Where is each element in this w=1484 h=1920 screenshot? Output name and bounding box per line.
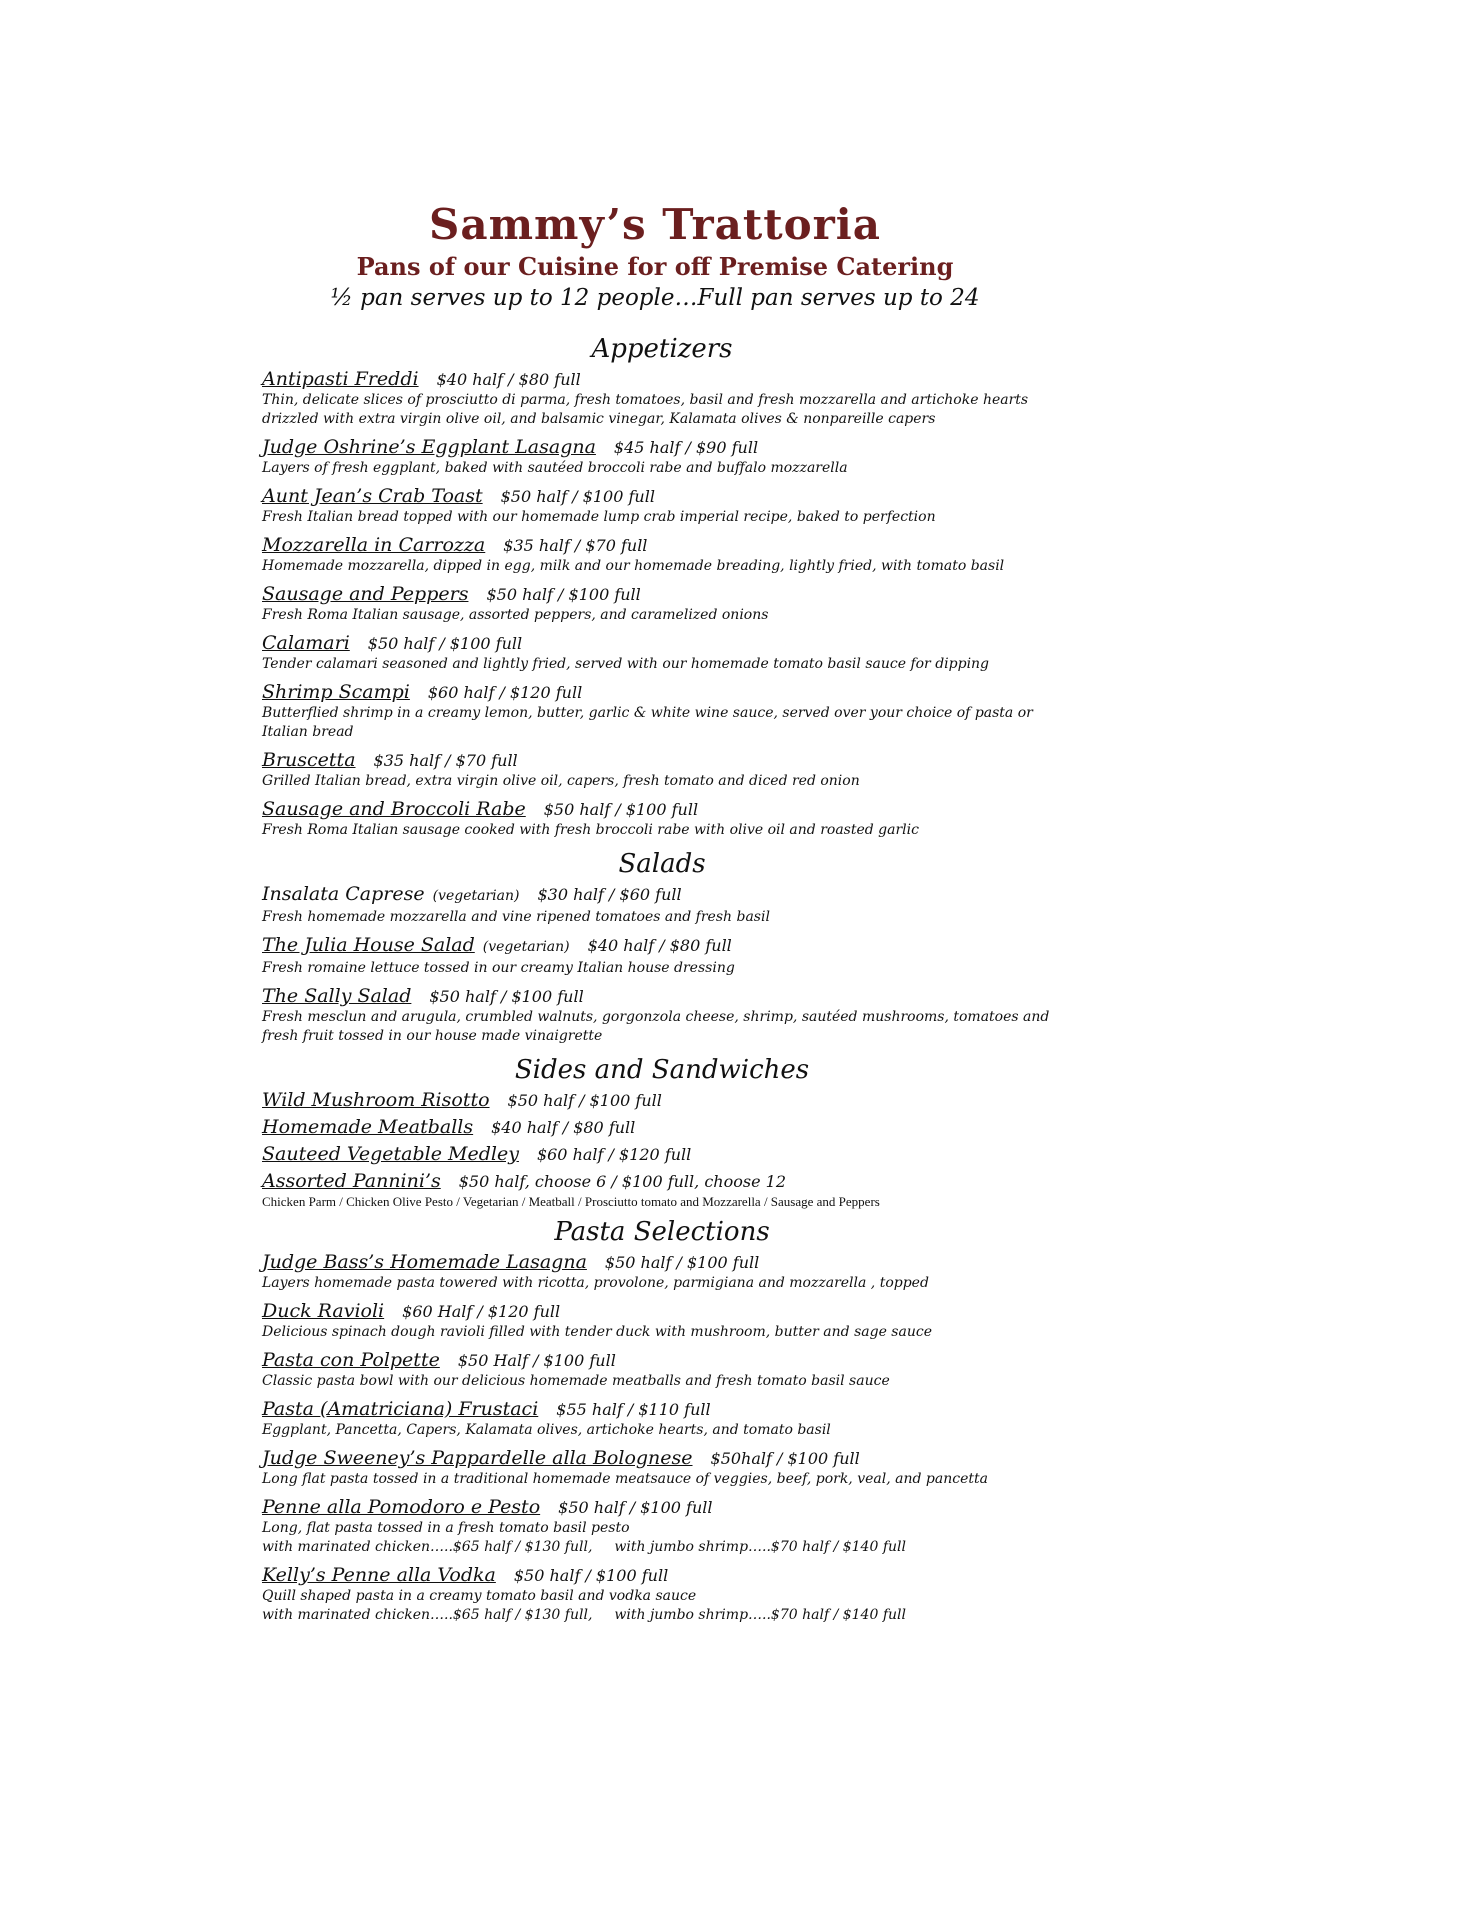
menu-item-name: Homemade Meatballs	[262, 1116, 474, 1138]
menu-item-description: Delicious spinach dough ravioli filled with tender duck with mushroom, butter and sage sauce	[262, 1324, 932, 1340]
menu-item-tag: (vegetarian)	[482, 939, 570, 955]
menu-item-price: $30 half / $60 full	[537, 885, 682, 904]
menu-section-salads	[262, 847, 1062, 1046]
menu-item-name: Duck Ravioli	[262, 1300, 385, 1322]
menu-item-description: Thin, delicate slices of prosciutto di parma, fresh tomatoes, basil and fresh mozzarella and artichoke hearts drizzled with extra virgin olive oil, and balsamic vinegar, Kalamata olives & nonpareille capers	[262, 392, 1029, 427]
restaurant-title: Sammy’s Trattoria	[429, 200, 881, 249]
menu-item-price: $50 half / $100 full	[513, 1566, 669, 1585]
menu-item-description: Classic pasta bowl with our delicious homemade meatballs and fresh tomato basil sauce	[262, 1373, 890, 1389]
catering-subtitle: Pans of our Cuisine for off Premise Catering	[356, 252, 954, 281]
menu-item-name: Judge Oshrine’s Eggplant Lasagna	[262, 436, 596, 458]
menu-item-addons	[262, 1538, 1062, 1557]
menu-item-name: Penne alla Pomodoro e Pesto	[262, 1496, 541, 1518]
menu-item-line	[262, 1251, 1062, 1274]
addon-shrimp: with jumbo shrimp…..$70 half / $140 full	[614, 1539, 906, 1555]
menu-item-price: $50 half / $100 full	[558, 1498, 713, 1517]
menu-item-description: Layers homemade pasta towered with ricotta, provolone, parmigiana and mozzarella , topped	[262, 1275, 929, 1291]
menu-item-price: $40 half / $80 full	[587, 936, 732, 955]
menu-item	[262, 436, 1062, 478]
menu-item-addons	[262, 1606, 1062, 1625]
menu-item-price: $50 half, choose 6 / $100 full, choose 12	[458, 1172, 786, 1191]
menu-item-name: Sausage and Broccoli Rabe	[262, 798, 526, 820]
menu-item-description: Layers of fresh eggplant, baked with sautéed broccoli rabe and buffalo mozzarella	[262, 460, 848, 476]
menu-item-name: Sauteed Vegetable Medley	[262, 1143, 519, 1165]
menu-item-price: $50 half / $100 full	[429, 987, 584, 1006]
menu-item-price: $50 half / $100 full	[507, 1091, 662, 1110]
menu-item-line	[262, 1089, 1062, 1112]
section-title: Salads	[618, 849, 706, 879]
menu-item	[262, 1300, 1062, 1342]
menu-item-price: $60 Half / $120 full	[402, 1302, 561, 1321]
menu-item-line	[262, 883, 1062, 908]
menu-item	[262, 1564, 1062, 1625]
menu-item-price: $40 half / $80 full	[436, 370, 581, 389]
menu-item	[262, 749, 1062, 791]
menu-item-description: Fresh Italian bread topped with our homemade lump crab imperial recipe, baked to perfection	[262, 509, 936, 525]
menu-item-price: $50 half / $100 full	[604, 1253, 760, 1272]
menu-item-name: Insalata Caprese	[262, 883, 425, 905]
menu-header	[260, 200, 1050, 314]
menu-item-description: Tender calamari seasoned and lightly fried, served with our homemade tomato basil sauce for dipping	[262, 656, 990, 672]
menu-item-price: $50 half / $100 full	[500, 487, 655, 506]
menu-item-description: Fresh Roma Italian sausage cooked with fresh broccoli rabe with olive oil and roasted garlic	[262, 822, 919, 838]
menu-item-options: Chicken Parm / Chicken Olive Pesto / Vegetarian / Meatball / Prosciutto tomato and Mozzarella / Sausage and Peppers	[262, 1194, 880, 1209]
menu-item	[262, 1496, 1062, 1557]
menu-item-line	[262, 583, 1062, 606]
menu-item-price: $60 half / $120 full	[536, 1145, 692, 1164]
menu-item-line	[262, 934, 1062, 959]
menu-item-name: Judge Bass’s Homemade Lasagna	[262, 1251, 587, 1273]
menu-item	[262, 934, 1062, 978]
menu-item-name: The Julia House Salad	[262, 934, 475, 956]
menu-item-description: Homemade mozzarella, dipped in egg, milk and our homemade breading, lightly fried, with tomato basil	[262, 558, 1005, 574]
addon-chicken: with marinated chicken…..$65 half / $130 full,	[262, 1607, 593, 1623]
menu-item-price: $45 half / $90 full	[613, 438, 759, 457]
addon-chicken: with marinated chicken…..$65 half / $130 full,	[262, 1539, 593, 1555]
menu-item-description: Butterflied shrimp in a creamy lemon, butter, garlic & white wine sauce, served over your choice of pasta or Italian bread	[262, 705, 1033, 740]
menu-item-line	[262, 798, 1062, 821]
menu-item-price: $50 half / $100 full	[367, 634, 523, 653]
menu-item-name: The Sally Salad	[262, 985, 412, 1007]
menu-item	[262, 1349, 1062, 1391]
menu-item	[262, 485, 1062, 527]
menu-item-price: $60 half / $120 full	[427, 683, 583, 702]
menu-item-name: Calamari	[262, 632, 350, 654]
menu-section-appetizers	[262, 332, 1062, 840]
menu-item-description: Quill shaped pasta in a creamy tomato basil and vodka sauce	[262, 1588, 697, 1604]
menu-item-name: Judge Sweeney’s Pappardelle alla Bolognese	[262, 1447, 693, 1469]
menu-item-line	[262, 1447, 1062, 1470]
menu-item	[262, 681, 1062, 742]
menu-item-price: $50 Half / $100 full	[457, 1351, 616, 1370]
menu-item-description: Long, flat pasta tossed in a fresh tomato basil pesto	[262, 1520, 630, 1536]
menu-item-price: $35 half / $70 full	[373, 751, 518, 770]
menu-section-sides-and-sandwiches	[262, 1053, 1062, 1211]
menu-item	[262, 368, 1062, 429]
menu-item-description: Fresh romaine lettuce tossed in our creamy Italian house dressing	[262, 960, 735, 976]
menu-item-price: $50half / $100 full	[710, 1449, 860, 1468]
menu-item-price: $50 half / $100 full	[543, 800, 699, 819]
menu-item-line	[262, 436, 1062, 459]
menu-item	[262, 883, 1062, 927]
menu-item-description: Grilled Italian bread, extra virgin olive oil, capers, fresh tomato and diced red onion	[262, 773, 860, 789]
menu-item-line	[262, 368, 1062, 391]
menu-item	[262, 583, 1062, 625]
menu-item	[262, 985, 1062, 1046]
menu-item	[262, 1447, 1062, 1489]
menu-item-line	[262, 1116, 1062, 1139]
menu-item	[262, 632, 1062, 674]
addon-shrimp: with jumbo shrimp…..$70 half / $140 full	[614, 1607, 906, 1623]
menu-item-price: $40 half / $80 full	[491, 1118, 636, 1137]
menu-item-price: $55 half / $110 full	[556, 1400, 711, 1419]
menu-item-line	[262, 1398, 1062, 1421]
menu-item-description: Eggplant, Pancetta, Capers, Kalamata olives, artichoke hearts, and tomato basil	[262, 1422, 831, 1438]
menu-item-line	[262, 1564, 1062, 1587]
menu-item-description: Fresh mesclun and arugula, crumbled walnuts, gorgonzola cheese, shrimp, sautéed mushrooms, tomatoes and fresh fruit tossed in our house made vinaigrette	[262, 1009, 1050, 1044]
menu-item-description: Fresh homemade mozzarella and vine ripened tomatoes and fresh basil	[262, 909, 770, 925]
section-title: Pasta Selections	[554, 1217, 770, 1247]
menu-content	[262, 328, 1062, 1632]
menu-item	[262, 1089, 1062, 1112]
menu-item-line	[262, 1496, 1062, 1519]
section-title: Appetizers	[591, 334, 733, 364]
menu-item	[262, 1170, 1062, 1211]
menu-item-name: Pasta (Amatriciana) Frustaci	[262, 1398, 539, 1420]
menu-item	[262, 798, 1062, 840]
menu-item-name: Antipasti Freddi	[262, 368, 419, 390]
menu-item	[262, 1116, 1062, 1139]
menu-item	[262, 1143, 1062, 1166]
menu-item-name: Kelly’s Penne alla Vodka	[262, 1564, 496, 1586]
menu-item-name: Wild Mushroom Risotto	[262, 1089, 490, 1111]
menu-item-name: Aunt Jean’s Crab Toast	[262, 485, 483, 507]
menu-item-name: Assorted Pannini’s	[262, 1170, 441, 1192]
menu-item-name: Shrimp Scampi	[262, 681, 410, 703]
menu-item-line	[262, 1170, 1062, 1193]
menu-item-description: Fresh Roma Italian sausage, assorted peppers, and caramelized onions	[262, 607, 769, 623]
menu-item-line	[262, 985, 1062, 1008]
menu-item-name: Mozzarella in Carrozza	[262, 534, 486, 556]
menu-item-tag: (vegetarian)	[432, 888, 520, 904]
menu-item-line	[262, 534, 1062, 557]
menu-item-name: Sausage and Peppers	[262, 583, 469, 605]
menu-item-line	[262, 1143, 1062, 1166]
menu-item-line	[262, 1349, 1062, 1372]
menu-item-description: Long flat pasta tossed in a traditional homemade meatsauce of veggies, beef, pork, veal, and pancetta	[262, 1471, 988, 1487]
menu-item-line	[262, 485, 1062, 508]
menu-item-price: $50 half / $100 full	[486, 585, 641, 604]
serving-note: ½ pan serves up to 12 people…Full pan serves up to 24	[330, 285, 980, 311]
menu-section-pasta-selections	[262, 1215, 1062, 1625]
menu-item	[262, 534, 1062, 576]
menu-item-line	[262, 749, 1062, 772]
menu-item-price: $35 half / $70 full	[503, 536, 648, 555]
menu-item	[262, 1251, 1062, 1293]
menu-item-line	[262, 681, 1062, 704]
menu-item	[262, 1398, 1062, 1440]
section-title: Sides and Sandwiches	[514, 1055, 810, 1085]
menu-item-line	[262, 632, 1062, 655]
menu-item-name: Pasta con Polpette	[262, 1349, 440, 1371]
menu-item-name: Bruscetta	[262, 749, 356, 771]
menu-item-line	[262, 1300, 1062, 1323]
